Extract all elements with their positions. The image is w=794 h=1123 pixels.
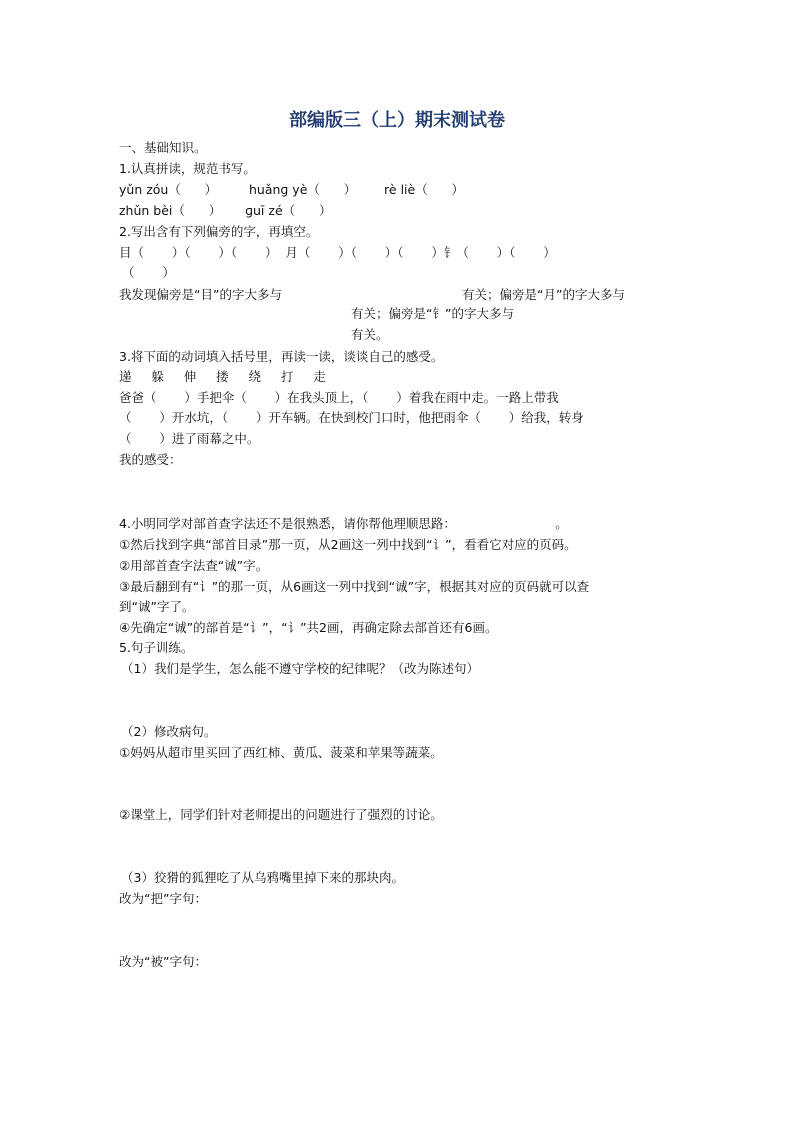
sick-sentence-1: ①妈妈从超市里买回了西红柿、黄瓜、菠菜和苹果等蔬菜。 [119,745,443,760]
radical-row-1: 目（ ）（ ）（ ） 月（ ）（ ）（ ）钅（ ）（ ） [119,245,556,260]
question-3-heading: 3.将下面的动词填入括号里，再读一读，谈谈自己的感受。 [119,349,444,364]
pinyin-line-1: yǔn zóu（ ） huǎnɡ yè（ ） rè liè（ ） [119,182,465,197]
fill-sentence-3: 有关；偏旁是“钅”的字大多与 [351,306,514,321]
feeling-label: 我的感受： [119,452,182,467]
question-1-heading: 1.认真拼读，规范书写。 [119,161,256,176]
verb-list: 递 躲 伸 搂 绕 打 走 [119,369,326,384]
question-2-heading: 2.写出含有下列偏旁的字，再填空。 [119,224,319,239]
passage-line-2: （ ）开水坑，（ ）开车辆。在快到校门口时，他把雨伞（ ）给我，转身 [119,410,584,425]
question-5-heading: 5.句子训练。 [119,640,194,655]
step-1: ①然后找到字典“部首目录”那一页，从2画这一列中找到“讠”，看看它对应的页码。 [119,537,577,552]
sentence-task-3: （3）狡猾的狐狸吃了从乌鸦嘴里掉下来的那块肉。 [121,870,404,885]
radical-row-2: （ ） [122,265,175,280]
step-3-line-1: ③最后翻到有“讠”的那一页，从6画这一列中找到“诚”字，根据其对应的页码就可以查 [119,579,590,594]
passage-line-1: 爸爸（ ）手把伞（ ）在我头顶上，（ ）着我在雨中走。一路上带我 [119,390,559,405]
sentence-task-1: （1）我们是学生，怎么能不遵守学校的纪律呢？（改为陈述句） [121,661,479,676]
ba-sentence-label: 改为“把”字句： [119,891,207,906]
fill-sentence-4: 有关。 [351,327,389,342]
step-3-line-2: 到“诚”字了。 [119,599,195,614]
question-4-heading: 4.小明同学对部首查字法还不是很熟悉，请你帮他理顺思路： 。 [119,516,568,531]
pinyin-line-2: zhǔn bèi（ ） ɡuī zé（ ） [119,203,332,218]
passage-line-3: （ ）进了雨幕之中。 [119,431,260,446]
step-4: ④先确定“诚”的部首是“讠”，“讠”共2画，再确定除去部首还有6画。 [119,620,498,635]
bei-sentence-label: 改为“被”字句： [119,954,207,969]
fill-sentence-2: 有关；偏旁是“月”的字大多与 [462,287,625,302]
fill-sentence-1: 我发现偏旁是“目”的字大多与 [119,287,282,302]
sentence-task-2: （2）修改病句。 [121,724,217,739]
sick-sentence-2: ②课堂上，同学们针对老师提出的问题进行了强烈的讨论。 [119,807,443,822]
page-title: 部编版三（上）期末测试卷 [289,110,505,131]
step-2: ②用部首查字法查“诚”字。 [119,558,269,573]
section-heading: 一、基础知识。 [119,140,207,155]
